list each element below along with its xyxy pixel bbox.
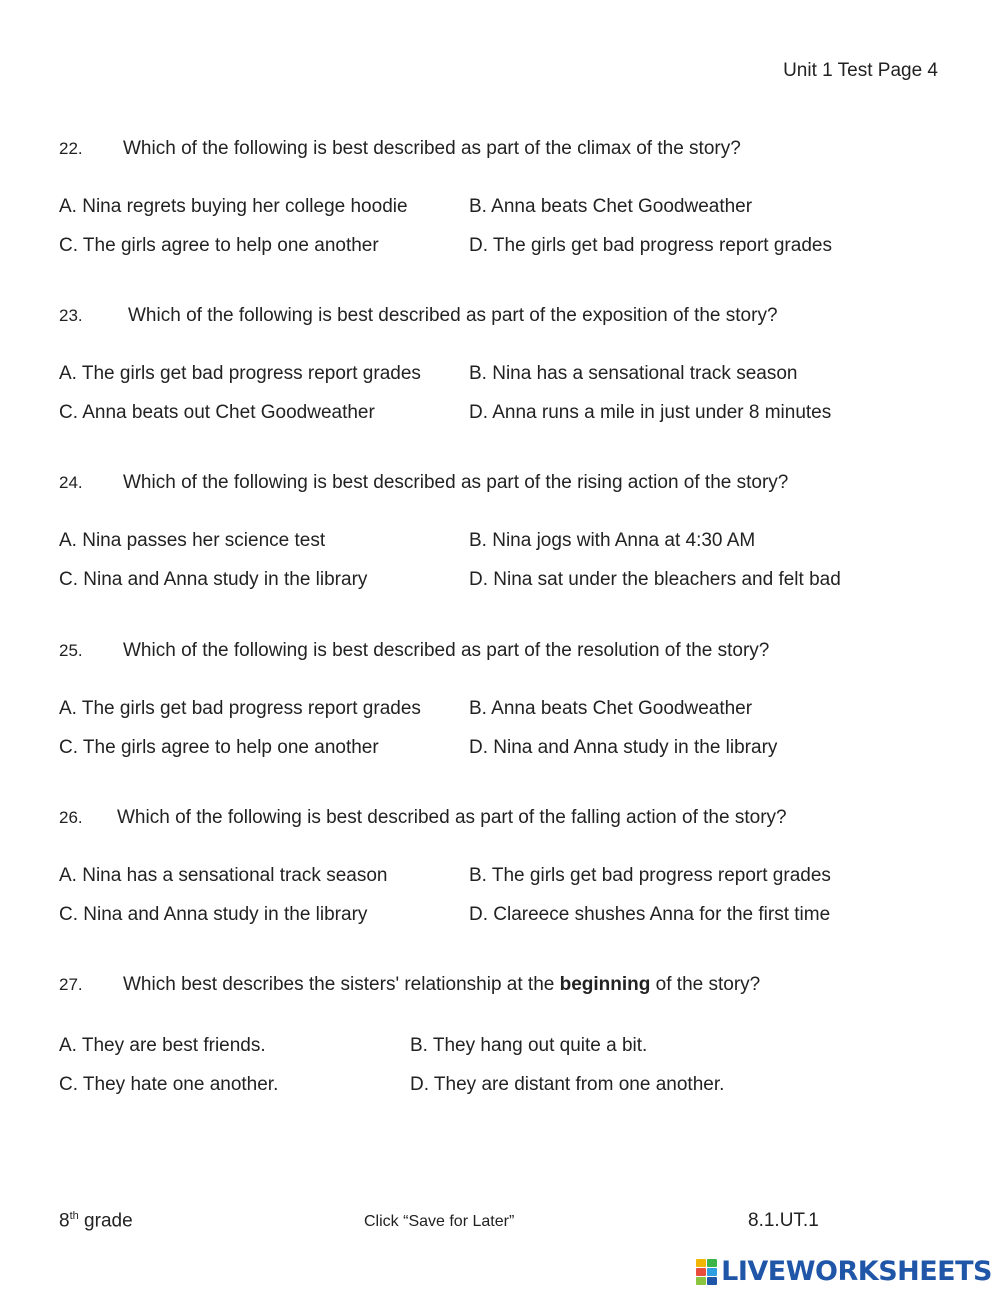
option-a: A. They are best friends. — [59, 1035, 266, 1056]
option-c: C. Nina and Anna study in the library — [59, 904, 368, 925]
option-c: C. Nina and Anna study in the library — [59, 569, 368, 590]
question-text-end: of the story? — [655, 974, 761, 995]
logo-block — [696, 1259, 706, 1267]
option-a: A. The girls get bad progress report grades — [59, 363, 421, 384]
answer-options — [59, 362, 939, 426]
option-d: D. They are distant from one another. — [410, 1074, 725, 1095]
question-stem — [59, 973, 939, 997]
question-number: 26. — [59, 808, 83, 827]
option-d: D. Anna runs a mile in just under 8 minutes — [469, 402, 832, 423]
question-number: 24. — [59, 473, 83, 492]
brand-name: LIVEWORKSHEETS — [721, 1256, 992, 1287]
question-number: 27. — [59, 975, 83, 994]
answer-options — [59, 697, 939, 761]
question-number: 23. — [59, 306, 83, 325]
option-b: B. Anna beats Chet Goodweather — [469, 196, 753, 217]
option-c: C. The girls agree to help one another — [59, 235, 379, 256]
page-header: Unit 1 Test Page 4 — [783, 60, 938, 81]
question-25 — [59, 639, 939, 761]
option-d: D. Nina and Anna study in the library — [469, 737, 778, 758]
question-text: Which of the following is best described as part of the climax of the story? — [123, 138, 741, 159]
question-stem — [59, 304, 939, 328]
grade-suffix: th — [69, 1210, 79, 1222]
option-d: D. Clareece shushes Anna for the first time — [469, 904, 831, 925]
question-stem — [59, 639, 939, 663]
question-24 — [59, 471, 939, 593]
question-text: Which of the following is best described as part of the resolution of the story? — [123, 640, 770, 661]
question-number: 22. — [59, 139, 83, 158]
option-b: B. Anna beats Chet Goodweather — [469, 698, 753, 719]
liveworksheets-brand — [696, 1256, 992, 1287]
option-c: C. Anna beats out Chet Goodweather — [59, 402, 375, 423]
grade-number: 8 — [59, 1210, 70, 1232]
answer-options — [59, 864, 939, 928]
logo-block — [696, 1268, 706, 1276]
question-26 — [59, 806, 939, 928]
question-22 — [59, 137, 939, 259]
option-b: B. The girls get bad progress report grades — [469, 865, 831, 886]
question-stem — [59, 137, 939, 161]
answer-options — [59, 1034, 939, 1098]
answer-options — [59, 529, 939, 593]
grade-word: grade — [84, 1210, 133, 1232]
question-23 — [59, 304, 939, 426]
option-d: D. The girls get bad progress report grades — [469, 235, 832, 256]
test-code: 8.1.UT.1 — [748, 1210, 819, 1231]
question-text: Which of the following is best described as part of the falling action of the story? — [117, 807, 787, 828]
save-instruction: Click “Save for Later” — [364, 1213, 515, 1230]
option-a: A. Nina regrets buying her college hoodie — [59, 196, 408, 217]
logo-block — [707, 1277, 717, 1285]
answer-options — [59, 195, 939, 259]
option-a: A. Nina has a sensational track season — [59, 865, 388, 886]
option-d: D. Nina sat under the bleachers and felt bad — [469, 569, 841, 590]
option-a: A. The girls get bad progress report grades — [59, 698, 421, 719]
question-stem — [59, 471, 939, 495]
logo-block — [707, 1259, 717, 1267]
option-b: B. They hang out quite a bit. — [410, 1035, 648, 1056]
option-b: B. Nina has a sensational track season — [469, 363, 798, 384]
question-text: Which of the following is best described as part of the rising action of the story? — [123, 472, 789, 493]
logo-block — [696, 1277, 706, 1285]
question-27 — [59, 973, 939, 1098]
question-text: Which of the following is best described as part of the exposition of the story? — [128, 305, 778, 326]
emphasized-word: beginning — [559, 974, 651, 995]
option-c: C. They hate one another. — [59, 1074, 279, 1095]
question-stem — [59, 806, 939, 830]
grade-label — [59, 1210, 133, 1232]
question-text: Which best describes the sisters' relationship at the — [123, 974, 555, 995]
question-number: 25. — [59, 641, 83, 660]
option-a: A. Nina passes her science test — [59, 530, 326, 551]
option-c: C. The girls agree to help one another — [59, 737, 379, 758]
liveworksheets-logo-icon — [696, 1259, 718, 1285]
logo-block — [707, 1268, 717, 1276]
option-b: B. Nina jogs with Anna at 4:30 AM — [469, 530, 756, 551]
